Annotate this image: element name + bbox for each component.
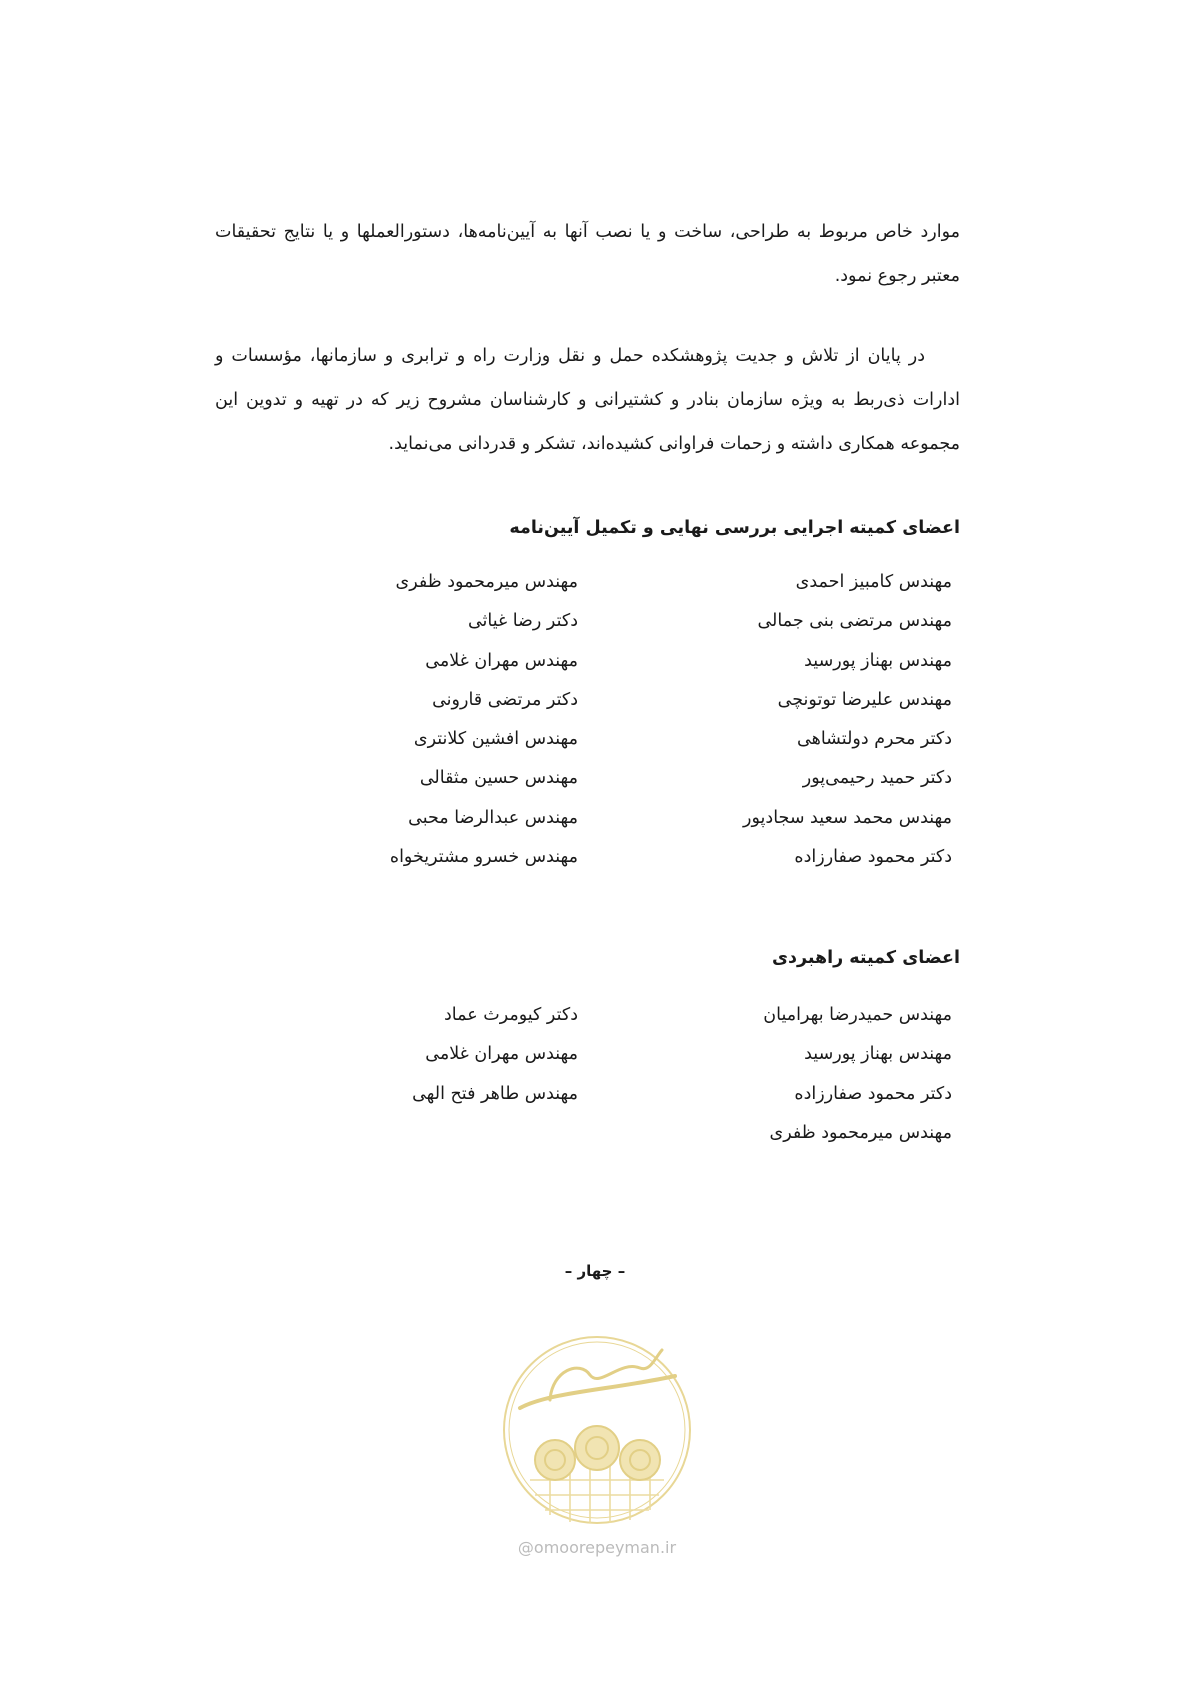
member-name: مهندس مرتضی بنی جمالی xyxy=(757,611,952,632)
member-name: مهندس علیرضا توتونچی xyxy=(777,689,952,710)
member-name: دکتر رضا غیاثی xyxy=(467,611,578,632)
watermark-logo-icon xyxy=(490,1330,704,1530)
member-name: دکتر حمید رحیمی‌پور xyxy=(802,768,952,789)
member-name: دکتر مرتضی قارونی xyxy=(432,689,578,710)
member-name: مهندس افشین کلانتری xyxy=(413,729,578,750)
member-name: مهندس میرمحمود ظفری xyxy=(395,572,578,592)
executive-committee-right-column xyxy=(652,563,952,877)
member-name: مهندس عبدالرضا محبی xyxy=(408,807,578,828)
member-name: مهندس مهران غلامی xyxy=(425,1044,578,1065)
member-name: دکتر محرم دولتشاهی xyxy=(797,729,952,750)
member-name: مهندس بهناز پورسید xyxy=(804,1044,952,1065)
member-name: مهندس حسین مثقالی xyxy=(419,768,578,789)
member-name: مهندس خسرو مشتریخواه xyxy=(389,847,578,868)
member-name: مهندس کامبیز احمدی xyxy=(795,572,952,592)
page-number: – چهار – xyxy=(564,1262,626,1280)
watermark-website: @omoorepeyman.ir xyxy=(517,1538,677,1557)
member-name: مهندس محمد سعید سجادپور xyxy=(743,807,952,828)
member-name: مهندس مهران غلامی xyxy=(425,650,578,671)
strategic-committee-right-column xyxy=(652,996,952,1153)
member-name: مهندس بهناز پورسید xyxy=(804,650,952,671)
member-name: دکتر محمود صفارزاده xyxy=(794,847,952,868)
member-name: دکتر محمود صفارزاده xyxy=(794,1083,952,1104)
paragraph-acknowledgement: در پایان از تلاش و جدیت پژوهشکده حمل و نقل وزارت راه و ترابری و سازمانها، مؤسسات و ادارات ذی‌ربط به ویژه سازمان بنادر و کشتیرانی و کارشناسان مشروح زیر که در تهیه و تدوین این مجموعه همکاری داشته و زحمات فراوانی کشیده‌اند، تشکر و قدردانی می‌نماید. xyxy=(215,346,960,454)
member-name: مهندس طاهر فتح الهی xyxy=(412,1083,578,1104)
member-name: دکتر کیومرث عماد xyxy=(443,1005,578,1025)
member-name: مهندس حمیدرضا بهرامیان xyxy=(763,1005,952,1025)
strategic-committee-left-column xyxy=(278,996,578,1114)
executive-committee-left-column xyxy=(278,563,578,877)
paragraph-intro-end: موارد خاص مربوط به طراحی، ساخت و یا نصب آنها به آیین‌نامه‌ها، دستورالعملها و یا نتایج تحقیقات معتبر رجوع نمود. xyxy=(215,222,960,286)
executive-committee-heading: اعضای کمیته اجرایی بررسی نهایی و تکمیل آیین‌نامه xyxy=(509,518,960,538)
strategic-committee-heading: اعضای کمیته راهبردی xyxy=(771,948,960,968)
member-name: مهندس میرمحمود ظفری xyxy=(769,1122,952,1143)
